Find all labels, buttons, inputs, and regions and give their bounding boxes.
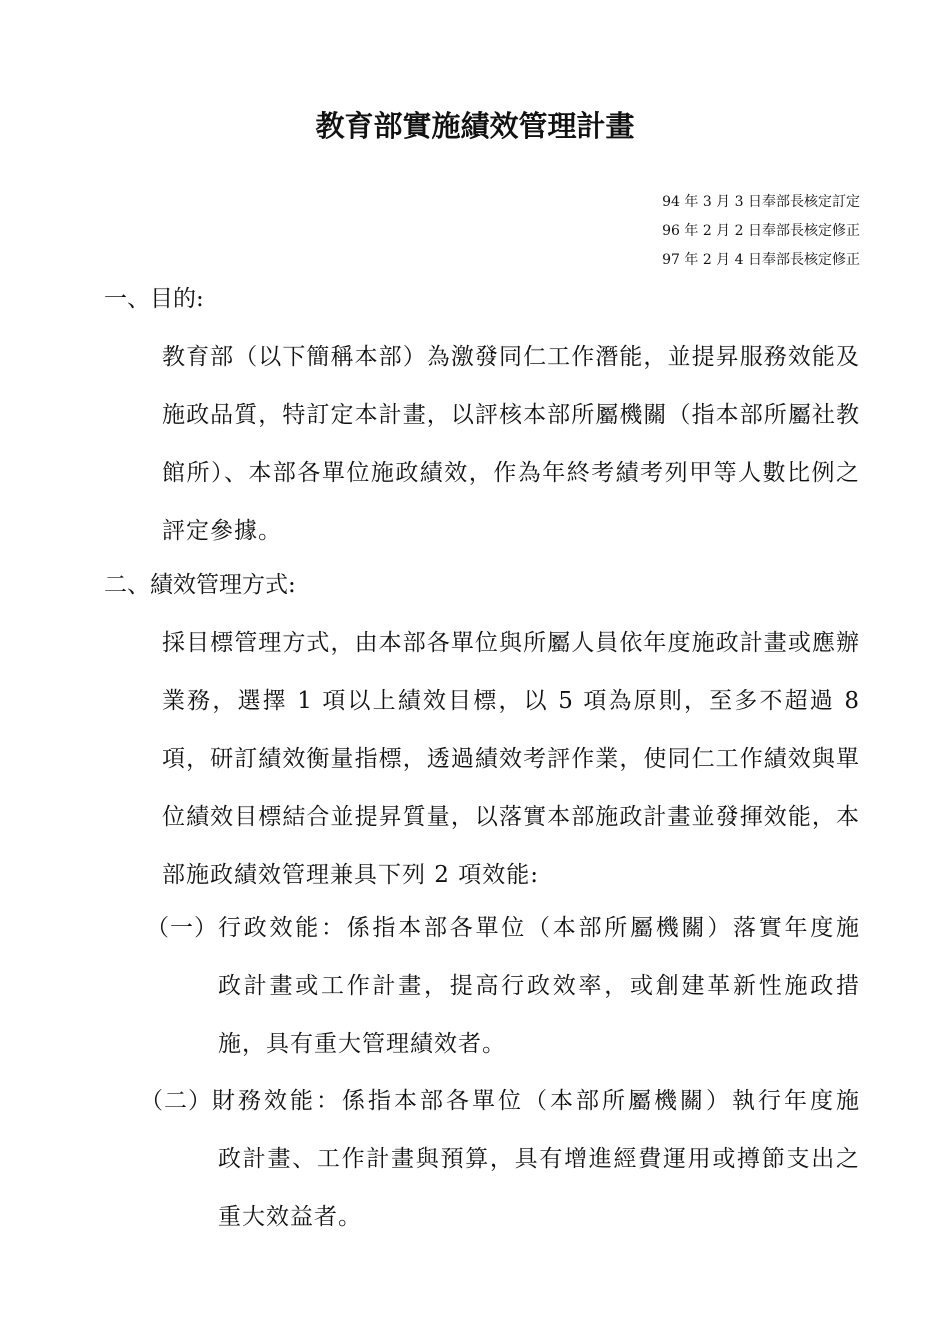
section-heading-purpose: 一、目的:	[104, 286, 204, 312]
revision-line: 97 年 2 月 4 日奉部長核定修正	[662, 252, 860, 268]
list-item-continuation: 政計畫、工作計畫與預算，具有增進經費運用或撙節支出之重大效益者。	[218, 1146, 860, 1230]
section-body-method: 採目標管理方式，由本部各單位與所屬人員依年度施政計畫或應辦業務，選擇 1 項以上績效目標，以 5 項為原則，至多不超過 8 項，研訂績效衡量指標，透過績效考評作業，使同仁工作績效與單位績效目標結合並提昇質量，以落實本部施政計畫並發揮效能，本部施政績效管理兼具下列 2 項效能:	[162, 630, 860, 888]
list-item-first-line: 行政效能：係指本部各單位（本部所屬機關）落實年度施	[218, 915, 860, 941]
list-item-first-line: 財務效能：係指本部各單位（本部所屬機關）執行年度施	[212, 1088, 860, 1114]
page-title: 教育部實施績效管理計畫	[315, 109, 635, 143]
list-item-label: （二）	[140, 1088, 212, 1114]
section-heading-method: 二、績效管理方式:	[104, 572, 296, 598]
list-item-administrative-efficiency	[146, 899, 860, 1073]
revision-line: 94 年 3 月 3 日奉部長核定訂定	[662, 194, 860, 210]
revision-history	[662, 188, 860, 275]
revision-line: 96 年 2 月 2 日奉部長核定修正	[662, 223, 860, 239]
section-body-purpose: 教育部（以下簡稱本部）為激發同仁工作潛能，並提昇服務效能及施政品質，特訂定本計畫，以評核本部所屬機關（指本部所屬社教館所）、本部各單位施政績效，作為年終考績考列甲等人數比例之評定參據。	[162, 344, 860, 544]
list-item-label: （一）	[146, 915, 218, 941]
list-item-continuation: 政計畫或工作計畫，提高行政效率，或創建革新性施政措施，具有重大管理績效者。	[218, 973, 860, 1057]
list-item-financial-efficiency	[140, 1072, 860, 1246]
